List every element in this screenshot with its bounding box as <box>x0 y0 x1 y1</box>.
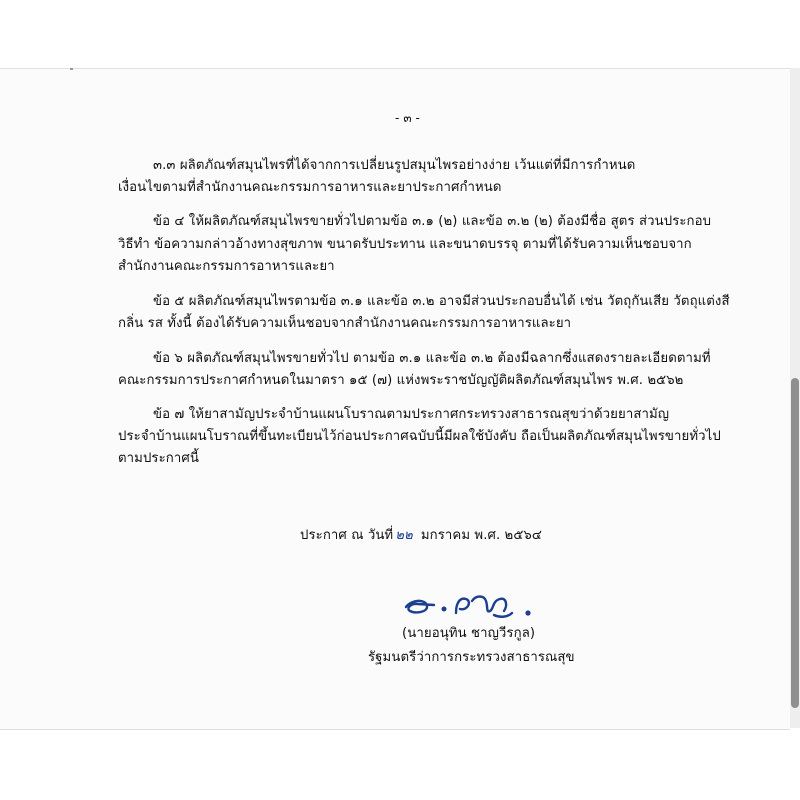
signatory-name: (นายอนุทิน ชาญวีรกูล) <box>402 626 536 641</box>
page-number: - ๓ - <box>395 111 420 125</box>
handwritten-signature <box>400 585 550 625</box>
paragraph-line: คณะกรรมการประกาศกำหนดในมาตรา ๑๕ (๗) แห่งพระราชบัญญัติผลิตภัณฑ์สมุนไพร พ.ศ. ๒๕๖๒ <box>118 373 684 388</box>
date-day-handwritten: ๒๒ <box>395 528 413 543</box>
scan-speck <box>70 68 73 70</box>
date-prefix: ประกาศ ณ วันที่ <box>300 528 394 543</box>
document-page <box>0 68 790 730</box>
paragraph-line: เงื่อนไขตามที่สำนักงานคณะกรรมการอาหารและยาประกาศกำหนด <box>118 180 502 195</box>
paragraph-line: ข้อ ๗ ให้ยาสามัญประจำบ้านแผนโบราณตามประกาศกระทรวงสาธารณสุขว่าด้วยยาสามัญ <box>153 407 670 422</box>
paragraph-line: กลิ่น รส ทั้งนี้ ต้องได้รับความเห็นชอบจากสำนักงานคณะกรรมการอาหารและยา <box>118 316 572 331</box>
vertical-scrollbar[interactable] <box>790 68 800 728</box>
paragraph-line: ข้อ ๖ ผลิตภัณฑ์สมุนไพรขายทั่วไป ตามข้อ ๓.๑ และข้อ ๓.๒ ต้องมีฉลากซึ่งแสดงรายละเอียดตามที่ <box>153 351 711 366</box>
paragraph-line: วิธีทำ ข้อความกล่าวอ้างทางสุขภาพ ขนาดรับประทาน และขนาดบรรจุ ตามที่ได้รับความเห็นชอบจาก <box>118 237 692 252</box>
announcement-date <box>300 527 542 545</box>
date-suffix: มกราคม พ.ศ. ๒๕๖๔ <box>420 528 542 543</box>
scrollbar-thumb[interactable] <box>791 378 799 708</box>
paragraph-line: ข้อ ๔ ให้ผลิตภัณฑ์สมุนไพรขายทั่วไปตามข้อ ๓.๑ (๒) และข้อ ๓.๒ (๒) ต้องมีชื่อ สูตร ส่วนประกอบ <box>153 214 712 229</box>
paragraph-line: ประจำบ้านแผนโบราณที่ขึ้นทะเบียนไว้ก่อนประกาศฉบับนี้มีผลใช้บังคับ ถือเป็นผลิตภัณฑ์สมุนไพรขายทั่วไป <box>118 429 721 444</box>
paragraph-line: ตามประกาศนี้ <box>118 451 199 466</box>
paragraph-line: ๓.๓ ผลิตภัณฑ์สมุนไพรที่ได้จากการเปลี่ยนรูปสมุนไพรอย่างง่าย เว้นแต่ที่มีการกำหนด <box>153 158 636 173</box>
signatory-title: รัฐมนตรีว่าการกระทรวงสาธารณสุข <box>368 650 575 665</box>
paragraph-line: ข้อ ๕ ผลิตภัณฑ์สมุนไพรตามข้อ ๓.๑ และข้อ ๓.๒ อาจมีส่วนประกอบอื่นได้ เช่น วัตถุกันเสีย วัตถุแต่งสี <box>153 294 730 309</box>
paragraph-line: สำนักงานคณะกรรมการอาหารและยา <box>118 259 335 274</box>
